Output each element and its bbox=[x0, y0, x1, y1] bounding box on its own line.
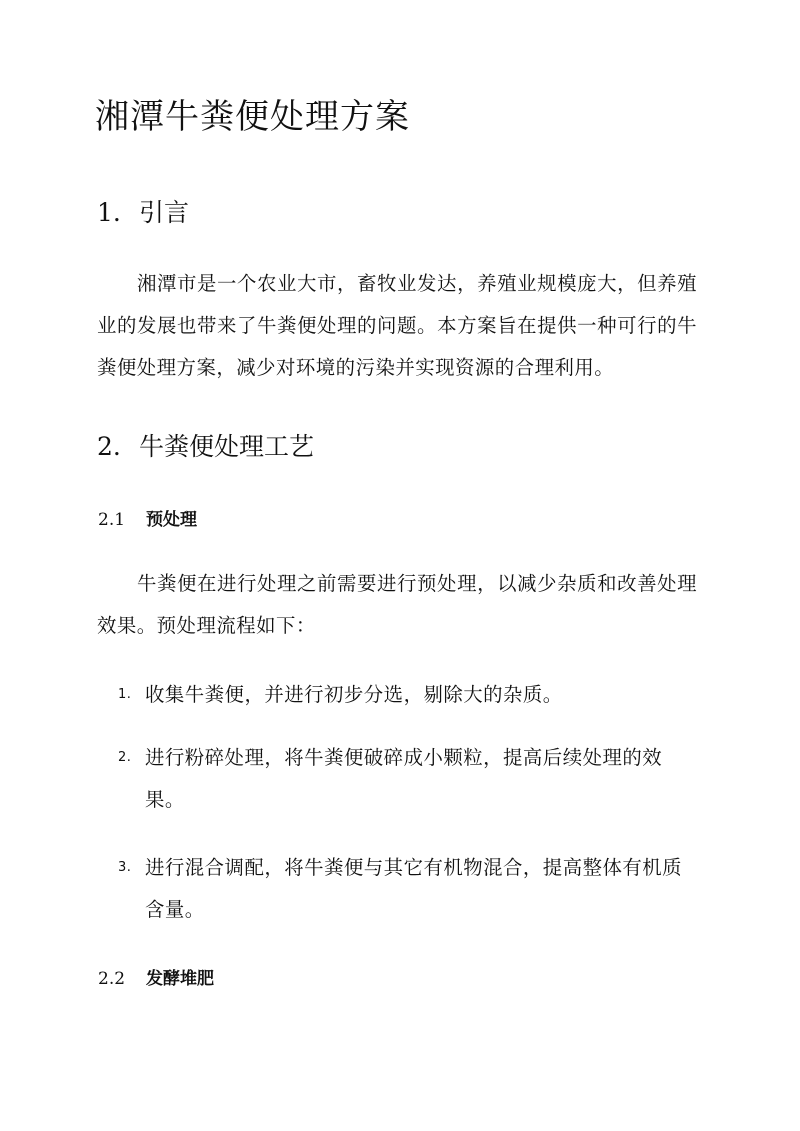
section-number: 1. bbox=[97, 198, 121, 227]
section-title: 引言 bbox=[139, 198, 190, 227]
section-title: 牛粪便处理工艺 bbox=[139, 432, 315, 461]
pretreatment-paragraph: 牛粪便在进行处理之前需要进行预处理，以减少杂质和改善处理效果。预处理流程如下： bbox=[97, 572, 697, 637]
list-item-text: 进行混合调配，将牛粪便与其它有机物混合，提高整体有机质含量。 bbox=[145, 856, 683, 921]
list-item bbox=[118, 847, 698, 931]
subsection-title: 预处理 bbox=[146, 510, 197, 530]
list-marker: 1. bbox=[118, 687, 132, 702]
subsection-title: 发酵堆肥 bbox=[146, 969, 214, 989]
introduction-paragraph: 湘潭市是一个农业大市，畜牧业发达，养殖业规模庞大，但养殖业的发展也带来了牛粪便处理的问题。本方案旨在提供一种可行的牛粪便处理方案，减少对环境的污染并实现资源的合理利用。 bbox=[97, 272, 697, 379]
list-marker: 2. bbox=[118, 750, 132, 765]
list-item bbox=[118, 737, 698, 821]
section-number: 2. bbox=[97, 432, 121, 461]
subsection-number: 2.2 bbox=[98, 969, 126, 989]
subsection-number: 2.1 bbox=[98, 510, 126, 530]
list-item-text: 进行粉碎处理，将牛粪便破碎成小颗粒，提高后续处理的效果。 bbox=[145, 746, 663, 811]
subsection-heading-pretreatment bbox=[98, 508, 197, 532]
list-item-text: 收集牛粪便，并进行初步分选，剔除大的杂质。 bbox=[145, 683, 563, 706]
section-heading-introduction bbox=[97, 196, 189, 230]
document-title: 湘潭牛粪便处理方案 bbox=[95, 97, 410, 137]
list-marker: 3. bbox=[118, 860, 132, 875]
list-item bbox=[118, 674, 698, 716]
subsection-heading-composting bbox=[98, 967, 214, 991]
section-heading-process bbox=[97, 430, 314, 464]
